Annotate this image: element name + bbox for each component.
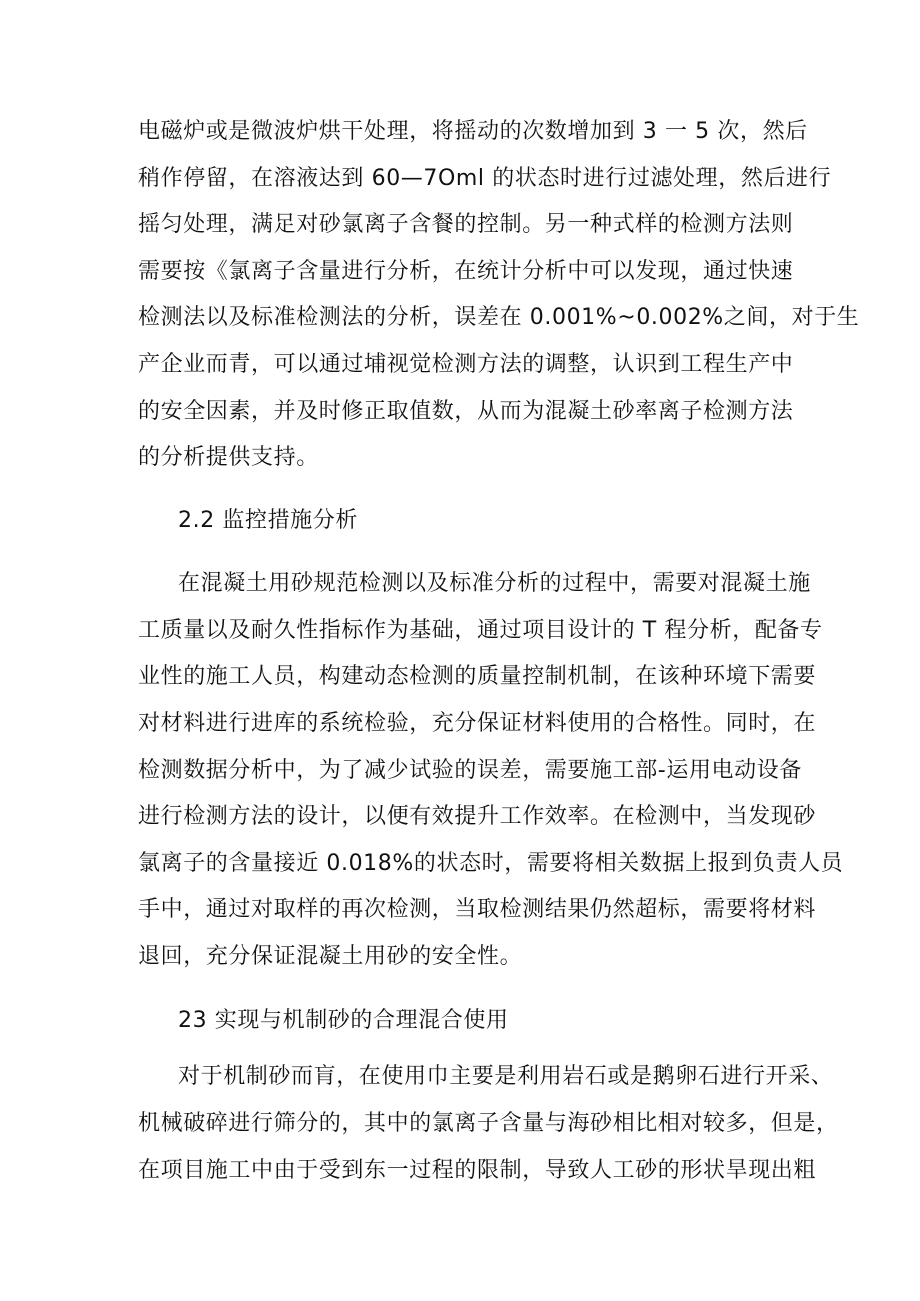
paragraph-line: 对材料进行进库的系统检验，充分保证材料使用的合格性。同时，在 (138, 711, 817, 736)
paragraph-line: 工质量以及耐久性指标作为基础，通过项目设计的 T 程分析，配备专 (138, 618, 823, 643)
paragraph-line: 业性的施工人员，构建动态检测的质量控制机制，在该种环境下需要 (138, 664, 817, 689)
paragraph-line: 的安全因素，并及时修正取值数，从而为混凝土砂率离子检测方法 (138, 399, 794, 424)
paragraph-line: 摇匀处理，满足对砂氯离子含餐的控制。另一种式样的检测方法则 (138, 212, 794, 237)
paragraph-line: 的分析提供支持。 (138, 445, 319, 470)
paragraph-line: 机械破碎进行筛分的，其中的氯离子含量与海砂相比相对较多，但是， (138, 1111, 839, 1136)
paragraph-line: 对于机制砂而肓，在使用巾主要是利用岩石或是鹅卵石进行开采、 (178, 1064, 834, 1089)
paragraph-line: 检测法以及标准检测法的分析，误差在 0.001%~0.002%之间，对于生 (138, 305, 860, 330)
paragraph-line: 退回，充分保证混凝土用砂的安全性。 (138, 944, 523, 969)
section-heading-2-2: 2.2 监控措施分析 (178, 508, 358, 533)
paragraph-line: 氯离子的含量接近 0.018%的状态时，需要将相关数据上报到负责人员 (138, 851, 844, 876)
paragraph-line: 产企业而青，可以通过埔视觉检测方法的调整，认识到工程生产中 (138, 352, 794, 377)
paragraph-line: 稍作停留，在溶液达到 60—7Oml 的状态时进行过滤处理，然后进行 (138, 166, 832, 191)
paragraph-line: 电磁炉或是微波炉烘干处理，将摇动的次数增加到 3 一 5 次，然后 (138, 119, 808, 144)
paragraph-line: 手中，通过对取样的再次检测，当取检测结果仍然超标，需要将材料 (138, 897, 817, 922)
section-heading-2-3: 23 实现与机制砂的合理混合使用 (178, 1008, 509, 1033)
paragraph-line: 在混凝土用砂规范检测以及标准分析的过程中，需要对混凝土施 (178, 571, 811, 596)
paragraph-line: 检测数据分析中，为了减少试验的误差，需要施工部-运用电动设备 (138, 758, 802, 783)
paragraph-line: 需要按《氯离子含量进行分析，在统计分析中可以发现，通过快速 (138, 259, 794, 284)
paragraph-line: 进行检测方法的设计，以便有效提升工作效率。在检测中，当发现砂 (138, 804, 817, 829)
paragraph-line: 在项目施工中由于受到东一过程的限制，导致人工砂的形状旱现出粗 (138, 1158, 817, 1183)
